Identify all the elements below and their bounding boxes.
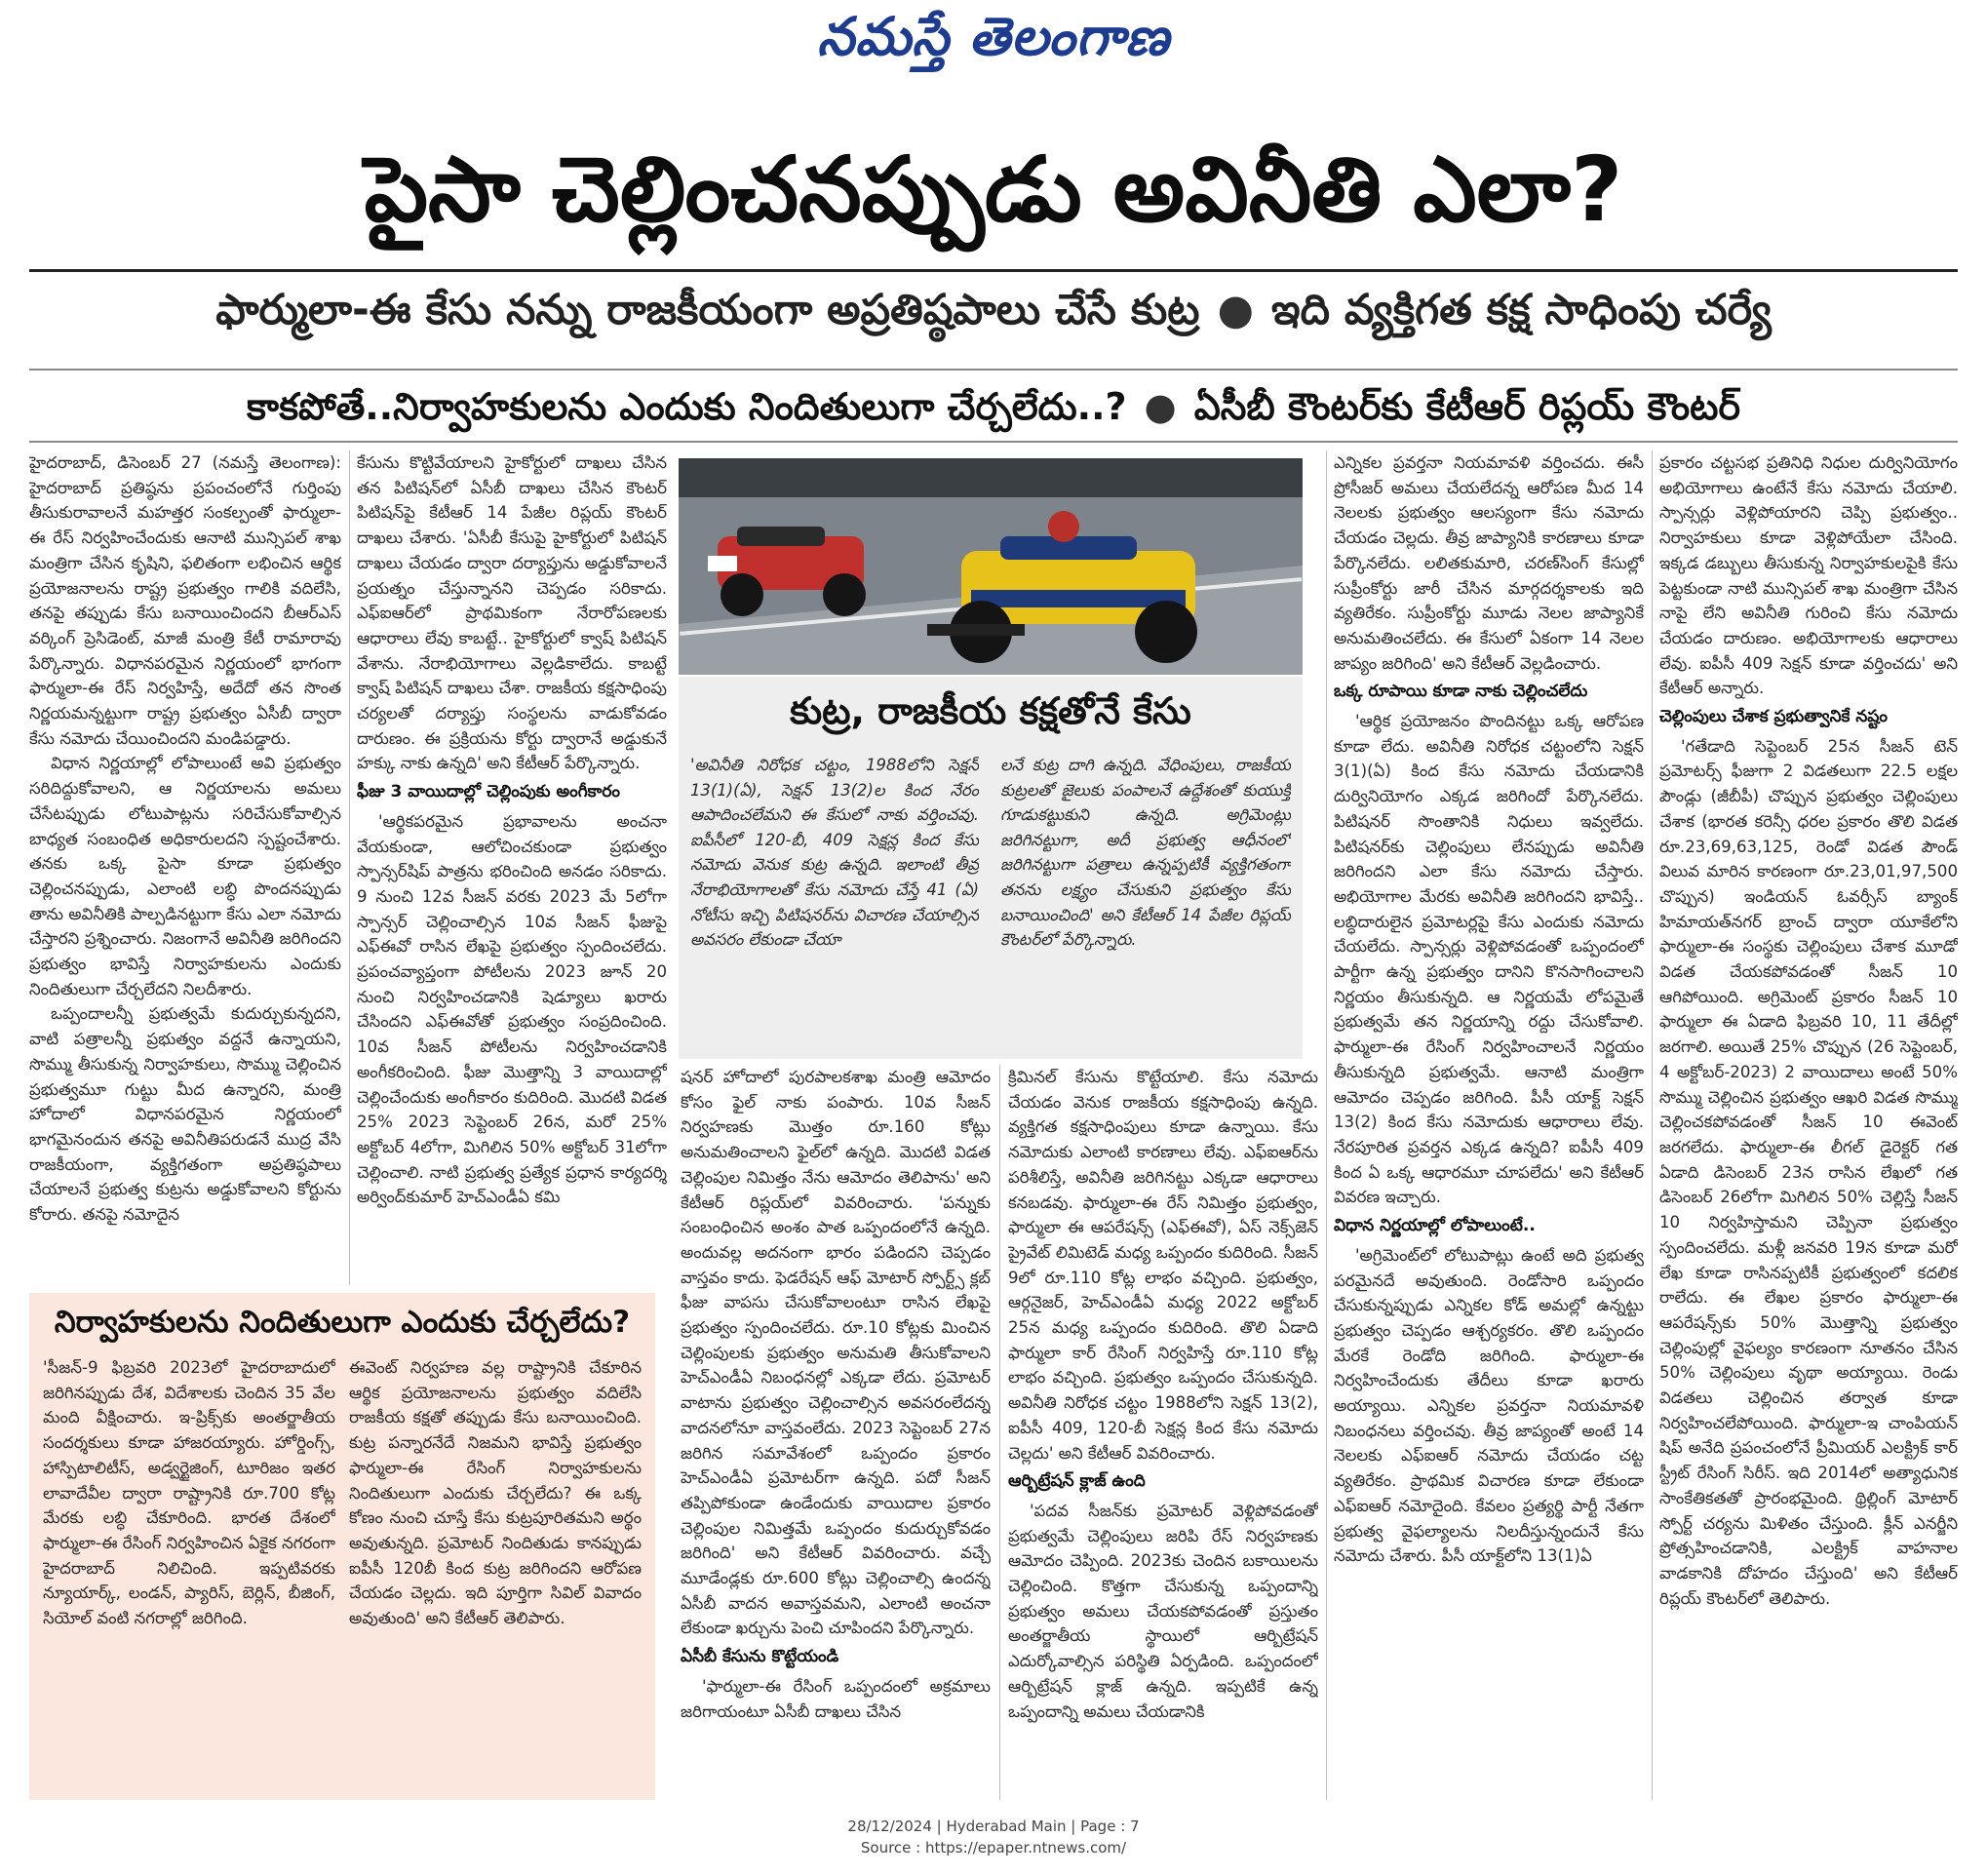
article-column-6 bbox=[1659, 450, 1958, 1800]
highlight-paragraph: ఈవెంట్ నిర్వహణ వల్ల రాష్ట్రానికి చేకూరిన ఆర్థిక ప్రయోజనాలను ప్రభుత్వం వదిలేసి రాజకీయ కక్షతో తప్పుడు కేసు బనాయించింది. కుట్ర పన్నారనేదే నిజమని భావిస్తే ప్రభుత్వం ఫార్ములా-ఈ రేసింగ్ నిర్వాహకులను నిందితులుగా ఎందుకు చేర్చలేదు? ఈ ఒక్క కోణం నుంచి చూస్తే కేసు కుట్రపూరితమని అర్థం అవుతున్నది. ప్రమోటర్ నిందితుడు కానప్పుడు ఐపీసీ 120బీ కింద కుట్ర జరిగిందని ఆరోపణ చేయడం చెల్లదు. ఇది పూర్తిగా సివిల్ వివాదం అవుతుంది' అని కేటీఆర్ తెలిపారు. bbox=[349, 1358, 642, 1628]
subdeck-line-1 bbox=[29, 281, 1958, 339]
col5-paragraph: 'ఆర్థిక ప్రయోజనం పొందినట్టు ఒక్క ఆరోపణ కూడా లేదు. అవినీతి నిరోధక చట్టంలోని సెక్షన్ 3(1)(ఏ) కింద కేసు నమోదు చేయడానికి దుర్వినియోగం ఎక్కడ జరిగిందో పేర్కొనలేదు. పిటిషనర్ సొంతానికి నిధులు ఇవ్వలేదు. పిటిషనర్‌కు చెల్లింపులు లేనప్పుడు అవినీతి జరిగిందని ఎలా కేసు నమోదు చేస్తారు. అభియోగాల మేరకు అవినీతి జరిగిందని భావిస్తే.. లబ్ధిదారులైన ప్రమోటర్లపై కేసు ఎందుకు నమోదు చేయలేదు. స్పాన్సర్లు వెళ్లిపోవడంతో ఒప్పందంలో పార్టీగా ఉన్న ప్రభుత్వం దానిని కొనసాగించాలని నిర్ణయం తీసుకున్నది. ఆ నిర్ణయమే లోపమైతే ప్రభుత్వమే తన నిర్ణయాన్ని రద్దు చేసుకోవాలి. ఫార్ములా-ఈ రేసింగ్ నిర్వహించాలనే నిర్ణయం తీసుకున్నది ప్రభుత్వమే. ఆనాటి మంత్రిగా ఆమోదం చెప్పడం జరిగింది. పీసీ యాక్ట్ సెక్షన్ 13(2) కింద కేసు నమోదుకు ఆధారాలు లేవు. నేరపూరిత ప్రవర్తన ఎక్కడ ఉన్నది? ఐపీసీ 409 కింద ఏ ఒక్క ఆధారమూ చూపలేదు' అని కేటీఆర్ వివరణ ఇచ్చారు. bbox=[1334, 712, 1644, 1207]
quote-paragraph: 'అవినీతి నిరోధక చట్టం, 1988లోని సెక్షన్ 13(1)(ఏ), సెక్షన్ 13(2)ల కింద నేరం ఆపాదించలేమని ఈ కేసులో నాకు వర్తించవు. ఐపీసీలో 120-బీ, 409 సెక్షన్ల కింద కేసు నమోదు వెనుక కుట్ర ఉన్నది. ఇలాంటి తీవ్ర నేరాభియోగాలతో కేసు నమోదు చేస్తే 41 (ఏ) నోటీసు ఇచ్చి పిటిషనర్‌ను విచారణ చేయాల్సిన అవసరం లేకుండా చేయా bbox=[690, 756, 979, 950]
highlight-box-right-text bbox=[349, 1355, 642, 1792]
article-column-5 bbox=[1334, 450, 1644, 1800]
subdeck-rule bbox=[29, 369, 1958, 371]
race-photo bbox=[679, 458, 1303, 675]
col1-paragraph: హైదరాబాద్, డిసెంబర్ 27 (నమస్తే తెలంగాణ): హైదరాబాద్ ప్రతిష్ఠను ప్రపంచంలోనే గుర్తింపు తీసుకురావాలనే మహత్తర సంకల్పంతో ఫార్ములా-ఈ రేస్ నిర్వహించేందుకు ఆనాటి మున్సిపల్ శాఖ మంత్రిగా చేసిన కృషిని, ఫలితంగా లభించిన ఆర్థిక ప్రయోజనాలను రాష్ట్ర ప్రభుత్వం గాలికి వదిలేసి, తనపై తప్పుడు కేసు బనాయించిందని బీఆర్‌ఎస్ వర్కింగ్ ప్రెసిడెంట్, మాజీ మంత్రి కేటీ రామారావు పేర్కొన్నారు. విధానపరమైన నిర్ణయంలో భాగంగా ఫార్ములా-ఈ రేస్ నిర్వహిస్తే, అదేదో తన సొంత నిర్ణయమన్నట్టుగా రాష్ట్ర ప్రభుత్వం ఏసీబీ ద్వారా కేసు నమోదు చేయించిందని మండిపడ్డారు. bbox=[29, 453, 341, 748]
quote-box bbox=[679, 745, 1303, 1059]
col6-subheading: చెల్లింపులు చేశాక ప్రభుత్వానికే నష్టం bbox=[1659, 707, 1888, 727]
article-column-4 bbox=[1008, 1065, 1318, 1800]
col3-paragraph: 'ఫార్ములా-ఈ రేసింగ్ ఒప్పందంలో అక్రమాలు జరిగాయంటూ ఏసీబీ దాఖలు చేసిన bbox=[681, 1676, 991, 1721]
col3-subheading: ఏసీబీ కేసును కొట్టేయండి bbox=[681, 1647, 839, 1667]
highlight-box-title: నిర్వాహకులను నిందితులుగా ఎందుకు చేర్చలేదు? bbox=[54, 1305, 631, 1340]
column-divider bbox=[349, 450, 350, 1285]
main-headline: పైసా చెల్లించనప్పుడు అవినీతి ఎలా? bbox=[364, 137, 1623, 242]
col5-subheading-2: విధాన నిర్ణయాల్లో లోపాలుంటే.. bbox=[1334, 1216, 1536, 1236]
col4-subheading: ఆర్బిట్రేషన్ క్లాజ్ ఉంది bbox=[1008, 1471, 1146, 1492]
quote-column-2 bbox=[1000, 753, 1291, 1053]
quote-paragraph: లనే కుట్ర దాగి ఉన్నది. వేధింపులు, రాజకీయ కుట్రలతో జైలుకు పంపాలనే ఉద్దేశంతో కుయుక్తి గూడుకట్టుకుని ఉన్నది. అగ్రిమెంట్లు జరిగినట్టుగా, అదీ ప్రభుత్వ ఆధీనంలో జరిగినట్టుగా పత్రాలు ఉన్నప్పటికీ వ్యక్తిగతంగా తనను లక్ష్యం చేసుకుని ప్రభుత్వం కేసు బనాయించింది' అని కేటీఆర్ 14 పేజీల రిప్లయ్ కౌంటర్‌లో పేర్కొన్నారు. bbox=[1000, 756, 1291, 950]
bullet-icon: ● bbox=[1217, 286, 1254, 334]
subdeck-text-a: ఫార్ములా-ఈ కేసు నన్ను రాజకీయంగా అప్రతిష్ఠపాలు చేసే కుట్ర bbox=[215, 286, 1200, 334]
bullet-icon: ● bbox=[1144, 385, 1177, 428]
subdeck-text-b: ఇది వ్యక్తిగత కక్ష సాధింపు చర్యే bbox=[1270, 286, 1772, 334]
quote-column-1 bbox=[690, 753, 979, 1053]
subdeck2-text-a: కాకపోతే..నిర్వాహకులను ఎందుకు నిందితులుగా చేర్చలేదు..? bbox=[247, 385, 1127, 428]
col2-paragraph: కేసును కొట్టివేయాలని హైకోర్టులో దాఖలు చేసిన తన పిటిషన్‌లో ఏసీబీ దాఖలు చేసిన కౌంటర్ పిటిషన్‌పై కేటీఆర్ 14 పేజీల రిప్లయ్ కౌంటర్ దాఖలు చేశారు. 'ఏసీబీ కేసుపై హైకోర్టులో పిటిషన్ దాఖలు చేయడం ద్వారా దర్యాప్తును అడ్డుకోవాలనే ప్రయత్నం చేస్తున్నానని చెప్పడం సరికాదు. ఎఫ్ఐఆర్‌లో ప్రాథమికంగా నేరారోపణలకు ఆధారాలు లేవు కాబట్టే.. హైకోర్టులో క్వాష్ పిటిషన్ వేశాను. నేరాభియోగాలు వెల్లడికాలేదు. కాబట్టే క్వాష్ పిటిషన్ దాఖలు చేశా. రాజకీయ కక్షసాధింపు చర్యలతో దర్యాప్తు సంస్థలను వాడుకోవడం దారుణం. ఈ ప్రక్రియను కోర్టు ద్వారానే అడ్డుకునే హక్కు నాకు ఉన్నది' అని కేటీఆర్ పేర్కొన్నారు. bbox=[357, 453, 667, 773]
column-divider bbox=[999, 1065, 1000, 1800]
column-divider bbox=[1652, 450, 1653, 1800]
column-divider bbox=[1326, 450, 1327, 1800]
footer-edition-info: 28/12/2024 | Hyderabad Main | Page : 7 bbox=[847, 1817, 1140, 1835]
photo-caption-title: కుట్ర, రాజకీయ కక్షతోనే కేసు bbox=[679, 677, 1303, 745]
col5-paragraph: ఎన్నికల ప్రవర్తనా నియమావళి వర్తించదు. ఈసీ ప్రోసీజర్ అమలు చేయలేదన్న ఆరోపణ మీద 14 నెలలకు ప్రభుత్వం ఆలస్యంగా కేసు నమోదు చేయడం చెల్లదు. తీవ్ర జాప్యానికి కారణాలు కూడా పేర్కొనలేదు. లలితకుమారి, చరణ్‌సింగ్ కేసుల్లో సుప్రీంకోర్టు జారీ చేసిన మార్గదర్శకాలకు ఇది వ్యతిరేకం. సుప్రీంకోర్టు మూడు నెలల జాప్యానికే అనుమతించలేదు. ఈ కేసులో ఏకంగా 14 నెలల జాప్యం జరిగింది' అని కేటీఆర్ వెల్లడించారు. bbox=[1334, 453, 1644, 673]
highlight-paragraph: 'సీజన్-9 ఫిబ్రవరి 2023లో హైదరాబాదులో జరిగినప్పుడు దేశ, విదేశాలకు చెందిన 35 వేల మంది వీక్షించారు. ఇ-ప్రిక్స్‌కు అంతర్జాతీయ సందర్శకులు కూడా హాజరయ్యారు. హోర్డింగ్స్, హాస్పిటాలిటీస్, అడ్వర్టైజింగ్, టూరిజం ఇతర లావాదేవీల ద్వారా రాష్ట్రానికి రూ.700 కోట్ల మేరకు లబ్ధి చేకూరింది. భారత దేశంలో ఫార్ములా-ఈ రేసింగ్ నిర్వహించిన ఏకైక నగరంగా హైదరాబాద్ నిలిచింది. ఇప్పటివరకు న్యూయార్క్, లండన్, ప్యారిస్, బెర్లిన్, బీజింగ్, సియోల్ వంటి నగరాల్లో జరిగింది. bbox=[43, 1358, 335, 1628]
col2-subheading: ఫీజు 3 వాయిదాల్లో చెల్లింపుకు అంగీకారం bbox=[357, 782, 621, 802]
newspaper-masthead: నమస్తే తెలంగాణ bbox=[817, 6, 1170, 67]
col5-paragraph: 'అగ్రిమెంట్‌లో లోటుపాట్లు ఉంటే అది ప్రభుత్వ పరమైనదే అవుతుంది. రెండోసారి ఒప్పందం చేసుకున్నప్పుడు ఎన్నికల కోడ్ అమల్లో ఉన్నట్టు ప్రభుత్వం చెప్పడం ఆశ్చర్యకరం. తొలి ఒప్పందం మేరకే రెండోది జరిగింది. ఫార్ములా-ఈ నిర్వహించేందుకు తేదీలు కూడా ఖరారు అయ్యాయి. ఎన్నికల ప్రవర్తనా నియమావళి నిబంధనలు వర్తించవు. తీవ్ర జాప్యంతో అంటే 14 నెలలకు ఎఫ్ఐఆర్ నమోదు చేయడం చట్ట వ్యతిరేకం. ప్రాథమిక విచారణ కూడా లేకుండా ఎఫ్ఐఆర్ నమోదైంది. కేవలం ప్రత్యర్థి పార్టీ నేతగా ప్రభుత్వ వైఫల్యాలను నిలదీస్తున్నందునే కేసు నమోదు చేశారు. పీసీ యాక్ట్‌లోని 13(1)ఏ bbox=[1334, 1245, 1644, 1566]
col6-paragraph: 'గతేడాది సెప్టెంబర్ 25న సీజన్ టెన్ ప్రమోటర్స్ ఫీజుగా 2 విడతలుగా 22.5 లక్షల పౌండ్లు (జీబీపీ) చొప్పున ప్రభుత్వం చెల్లింపులు చేశాక (భారత కరెన్సీ ధరల ప్రకారం తొలి విడత రూ.23,69,63,125, రెండో విడత పౌండ్ విలువ మారిన కారణంగా రూ.23,01,97,500 చొప్పున) ఇండియన్ ఓవర్సీస్ బ్యాంక్ హిమాయత్‌నగర్ బ్రాంచ్ ద్వారా యూకేలోని ఫార్ములా-ఈ సంస్థకు చెల్లింపులు చేశాక మూడో విడత చేయకపోవడంతో సీజన్ 10 ఆగిపోయింది. అగ్రిమెంట్ ప్రకారం సీజన్ 10 ఫార్ములా ఈ ఏడాది ఫిబ్రవరి 10, 11 తేదీల్లో జరగాలి. అయితే 25% చొప్పున (26 సెప్టెంబర్, 4 అక్టోబర్-2023) 2 వాయిదాలు అంటే 50% సొమ్ము చెల్లించిన ప్రభుత్వం ఆఖరి విడత సొమ్ము చెల్లించకపోవడంతో సీజన్ 10 ఈవెంట్ జరగలేదు. ఫార్ములా-ఈ లీగల్ డైరెక్టర్ గత ఏడాది డిసెంబర్ 23న రాసిన లేఖలో గత డిసెంబర్ 26లోగా మిగిలిన 50% చెల్లిస్తే సీజన్ 10 నిర్వహిస్తామని చెప్పినా ప్రభుత్వం స్పందించలేదు. మళ్లీ జనవరి 19న కూడా మరో లేఖ కూడా రాసినప్పటికీ ప్రభుత్వంలో కదలిక రాలేదు. ఈ లేఖల ప్రకారం ఫార్ములా-ఈ ఆపరేషన్స్‌కు 50% మొత్తాన్ని ప్రభుత్వం చెల్లింపుల్లో వైఫల్యం కారణంగా నూతనం చేసిన 50% చెల్లింపులు వృథా అయ్యాయి. రెండు విడతలు చెల్లించిన తర్వాత కూడా నిర్వహించలేపోయింది. ఫార్ములా-ఇ చాంపియన్ షిప్ అనేది ప్రపంచంలోనే ప్రీమియర్ ఎలక్ట్రిక్ కార్ స్ట్రీట్ రేసింగ్ సిరీస్. ఇది 2014లో అత్యాధునిక సాంకేతికతతో ప్రారంభమైంది. థ్రిల్లింగ్ మోటార్ స్పోర్ట్ చర్యను మిళితం చేస్తుంది. క్లీన్ ఎనర్జీని ప్రోత్సహించడానికి, ఎలక్ట్రిక్ వాహనాల వాడకానికి దోహదం చేస్తుంది' అని కేటీఆర్ రిప్లయ్ కౌంటర్‌లో తెలిపారు. bbox=[1659, 736, 1958, 1608]
col6-paragraph: ప్రకారం చట్టసభ ప్రతినిధి నిధుల దుర్వినియోగం అభియోగాలు ఉంటేనే కేసు నమోదు చేయాలి. స్పాన్సర్లు వెళ్లిపోయారని చెప్పి ప్రభుత్వం.. నిర్వాహకులు కూడా వెళ్లిపోయేలా చేసింది. ఇక్కడ డబ్బులు తీసుకున్న నిర్వాహకులపైకి కేసు పెట్టకుండా నాటి మున్సిపల్ శాఖ మంత్రిగా చేసిన నాపై లేని అవినీతి గురించి కేసు నమోదు చేయడం దారుణం. అభియోగాలకు ఆధారాలు లేవు. ఐపీసీ 409 సెక్షన్ కూడా వర్తించదు' అని కేటీఆర్ అన్నారు. bbox=[1659, 453, 1958, 698]
article-column-3 bbox=[681, 1065, 991, 1800]
article-column-1 bbox=[29, 450, 341, 1285]
col5-subheading: ఒక్క రూపాయి కూడా నాకు చెల్లించలేదు bbox=[1334, 682, 1588, 702]
col3-paragraph: షనర్ హోదాలో పురపాలకశాఖ మంత్రి ఆమోదం కోసం ఫైల్ నాకు పంపారు. 10వ సీజన్ నిర్వహణకు మొత్తం రూ.160 కోట్లు అనుమతించాలని ఫైల్‌లో ఉన్నది. మొదటి విడత చెల్లింపుల నిమిత్తం నేను ఆమోదం తెలిపాను' అని కేటీఆర్ రిప్లయ్‌లో వివరించారు. 'పన్నుకు సంబంధించిన అంశం పాత ఒప్పందంలోనే ఉన్నది. అందువల్ల అదనంగా భారం పడిందని చెప్పడం వాస్తవం కాదు. ఫెడరేషన్ ఆఫ్ మోటార్ స్పోర్ట్స్ క్లబ్ ఫీజు వాపసు చేసుకోవాలంటూ రాసిన లేఖపై ప్రభుత్వం స్పందించలేదు. రూ.10 కోట్లకు మించిన చెల్లింపులకు ప్రభుత్వం అనుమతి తీసుకోవాలని హెచ్ఎండీఏ నిబంధనల్లో ఎక్కడా లేదు. ప్రమోటర్ వాటాను ప్రభుత్వం చెల్లించాల్సిన అవసరంలేదన్న వాదనలోనూ వాస్తవంలేదు. 2023 సెప్టెంబర్ 27న జరిగిన సమావేశంలో ఒప్పందం ప్రకారం హెచ్ఎండీఏ ప్రమోటర్‌గా ఉన్నది. పదో సీజన్ తప్పిపోకుండా ఉండేందుకు వాయిదాల ప్రకారం చెల్లింపుల నిమిత్తమే ఒప్పందం కుదుర్చుకోవడం జరిగింది' అని కేటీఆర్ వివరించారు. వచ్చే మూడేండ్లకు రూ.600 కోట్లు చెల్లించాల్సి ఉందన్న ఏసీబీ వాదన అవాస్తవమని, ఎలాంటి అంచనా లేకుండా ఖర్చును పెంచి చూపిందని పేర్కొన్నారు. bbox=[681, 1068, 991, 1638]
subdeck2-text-b: ఏసీబీ కౌంటర్‌కు కేటీఆర్ రిప్లయ్ కౌంటర్ bbox=[1193, 385, 1740, 428]
col2-paragraph: 'ఆర్థికపరమైన ప్రభావాలను అంచనా వేయకుండా, ఆలోచించకుండా ప్రభుత్వం స్పాన్సర్‌షిప్ పాత్రను భరించింది అనడం సరికాదు. 9 నుంచి 12వ సీజన్ వరకు 2023 మే 5లోగా స్పాన్సర్ చెల్లించాల్సిన 10వ సీజన్ ఫీజుపై ఎఫ్ఈవో రాసిన లేఖపై ప్రభుత్వం స్పందించలేదు. ప్రపంచవ్యాప్తంగా పోటీలను 2023 జూన్ 20 నుంచి నిర్వహించడానికి షెడ్యూలు ఖరారు చేసిందని ఎఫ్ఈవోతో ప్రభుత్వం సంప్రదించింది. 10వ సీజన్ పోటీలను నిర్వహించడానికి అంగీకరించింది. ఫీజు మొత్తాన్ని 3 వాయిదాల్లో చెల్లించేందుకు అంగీకారం కుదిరింది. మొదటి విడత 25% 2023 సెప్టెంబర్ 26న, మరో 25% అక్టోబర్ 4లోగా, మిగిలిన 50% అక్టోబర్ 31లోగా చెల్లించాలి. నాటి ప్రభుత్వ ప్రత్యేక ప్రధాన కార్యదర్శి అర్వింద్‌కుమార్ హెచ్ఎండీఏ కమి bbox=[357, 811, 667, 1207]
headline-rule bbox=[29, 269, 1958, 272]
col1-paragraph: విధాన నిర్ణయాల్లో లోపాలుంటే అవి ప్రభుత్వం సరిదిద్దుకోవాలని, ఆ నిర్ణయాలను అమలు చేసేటప్పుడు లోటుపాట్లను సరిచేసుకోవాల్సిన బాధ్యత సంబంధిత అధికారులదని స్పష్టంచేశారు. తనకు ఒక్క పైసా కూడా ప్రభుత్వం చెల్లించనప్పుడు, ఎలాంటి లబ్ధి పొందనప్పుడు తాను అవినీతికి పాల్పడినట్టుగా కేసు ఎలా నమోదు చేస్తారని ప్రశ్నించారు. నిజంగానే అవినీతి జరిగిందని ప్రభుత్వం భావిస్తే నిర్వాహకులను ఎందుకు నిందితులుగా చేర్చలేదని నిలదీశారు. bbox=[29, 754, 341, 998]
subdeck-line-2 bbox=[29, 378, 1958, 435]
subdeck2-rule bbox=[29, 441, 1958, 443]
footer-source-link[interactable]: Source : https://epaper.ntnews.com/ bbox=[860, 1839, 1127, 1856]
highlight-box-left-text bbox=[43, 1355, 335, 1792]
col4-paragraph: 'పదవ సీజన్‌కు ప్రమోటర్ వెళ్లిపోవడంతో ప్రభుత్వమే చెల్లింపులు జరిపి రేస్ నిర్వహణకు ఆమోదం చెప్పింది. 2023కు చెందిన బకాయిలను చెల్లించింది. కొత్తగా చేసుకున్న ఒప్పందాన్ని ప్రభుత్వం అమలు చేయకపోవడంతో ప్రస్తుతం అంతర్జాతీయ స్థాయిలో ఆర్బిట్రేషన్ ఎదుర్కోవాల్సిన పరిస్థితి ఏర్పడింది. ఒప్పందంలో ఆర్బిట్రేషన్ క్లాజ్ ఉన్నది. ఇప్పటికే ఉన్న ఒప్పందాన్ని అమలు చేయడానికి bbox=[1008, 1501, 1318, 1721]
formula-e-race-cars-illustration bbox=[679, 458, 1303, 675]
col1-paragraph: ఒప్పందాలన్నీ ప్రభుత్వమే కుదుర్చుకున్నదని, వాటి పత్రాలన్నీ ప్రభుత్వం వద్దనే ఉన్నాయని, సొమ్ము తీసుకున్న నిర్వాహకులు, సొమ్ము చెల్లించిన ప్రభుత్వమూ గుట్టు మీద ఉన్నారని, మంత్రి హోదాలో విధానపరమైన నిర్ణయంలో భాగమైనందున తనపై అవినీతిపరుడనే ముద్ర వేసి రాజకీయంగా, వ్యక్తిగతంగా అప్రతిష్ఠపాలు చేయాలనే ప్రభుత్వ కుట్రను అడ్డుకోవాలని కోర్టును కోరారు. తనపై నమోదైన bbox=[29, 1004, 341, 1225]
col4-paragraph: క్రిమినల్ కేసును కొట్టేయాలి. కేసు నమోదు చేయడం వెనుక రాజకీయ కక్షసాధింపు ఉన్నది. వ్యక్తిగత కక్షసాధింపులు కూడా ఉన్నాయి. కేసు నమోదుకు ఎలాంటి కారణాలు లేవు. ఎఫ్ఐఆర్‌ను పరిశీలిస్తే, అవినీతి జరిగినట్టు ఎక్కడా ఆధారాలు కనబడవు. ఫార్ములా-ఈ రేస్ నిమిత్తం ప్రభుత్వం, ఫార్ములా ఈ ఆపరేషన్స్ (ఎఫ్ఈవో), ఏస్ నెక్స్‌జెన్ ప్రైవేట్ లిమిటెడ్ మధ్య ఒప్పందం కుదిరింది. సీజన్ 9లో రూ.110 కోట్ల లాభం వచ్చింది. ప్రభుత్వం, ఆర్గనైజర్, హెచ్ఎండీఏ మధ్య 2022 అక్టోబర్ 25న మధ్య ఒప్పందం కుదిరింది. తొలి ఏడాది ఫార్ములా కార్ రేసింగ్ నిర్వహిస్తే రూ.110 కోట్ల లాభం వచ్చింది. ప్రభుత్వం ఒప్పందం చేసుకున్నది. అవినీతి నిరోధక చట్టం 1988లోని సెక్షన్ 13(2), ఐపీసీ 409, 120-బీ సెక్షన్ల కింద కేసు నమోదు చెల్లదు' అని కేటీఆర్ వివరించారు. bbox=[1008, 1068, 1318, 1463]
